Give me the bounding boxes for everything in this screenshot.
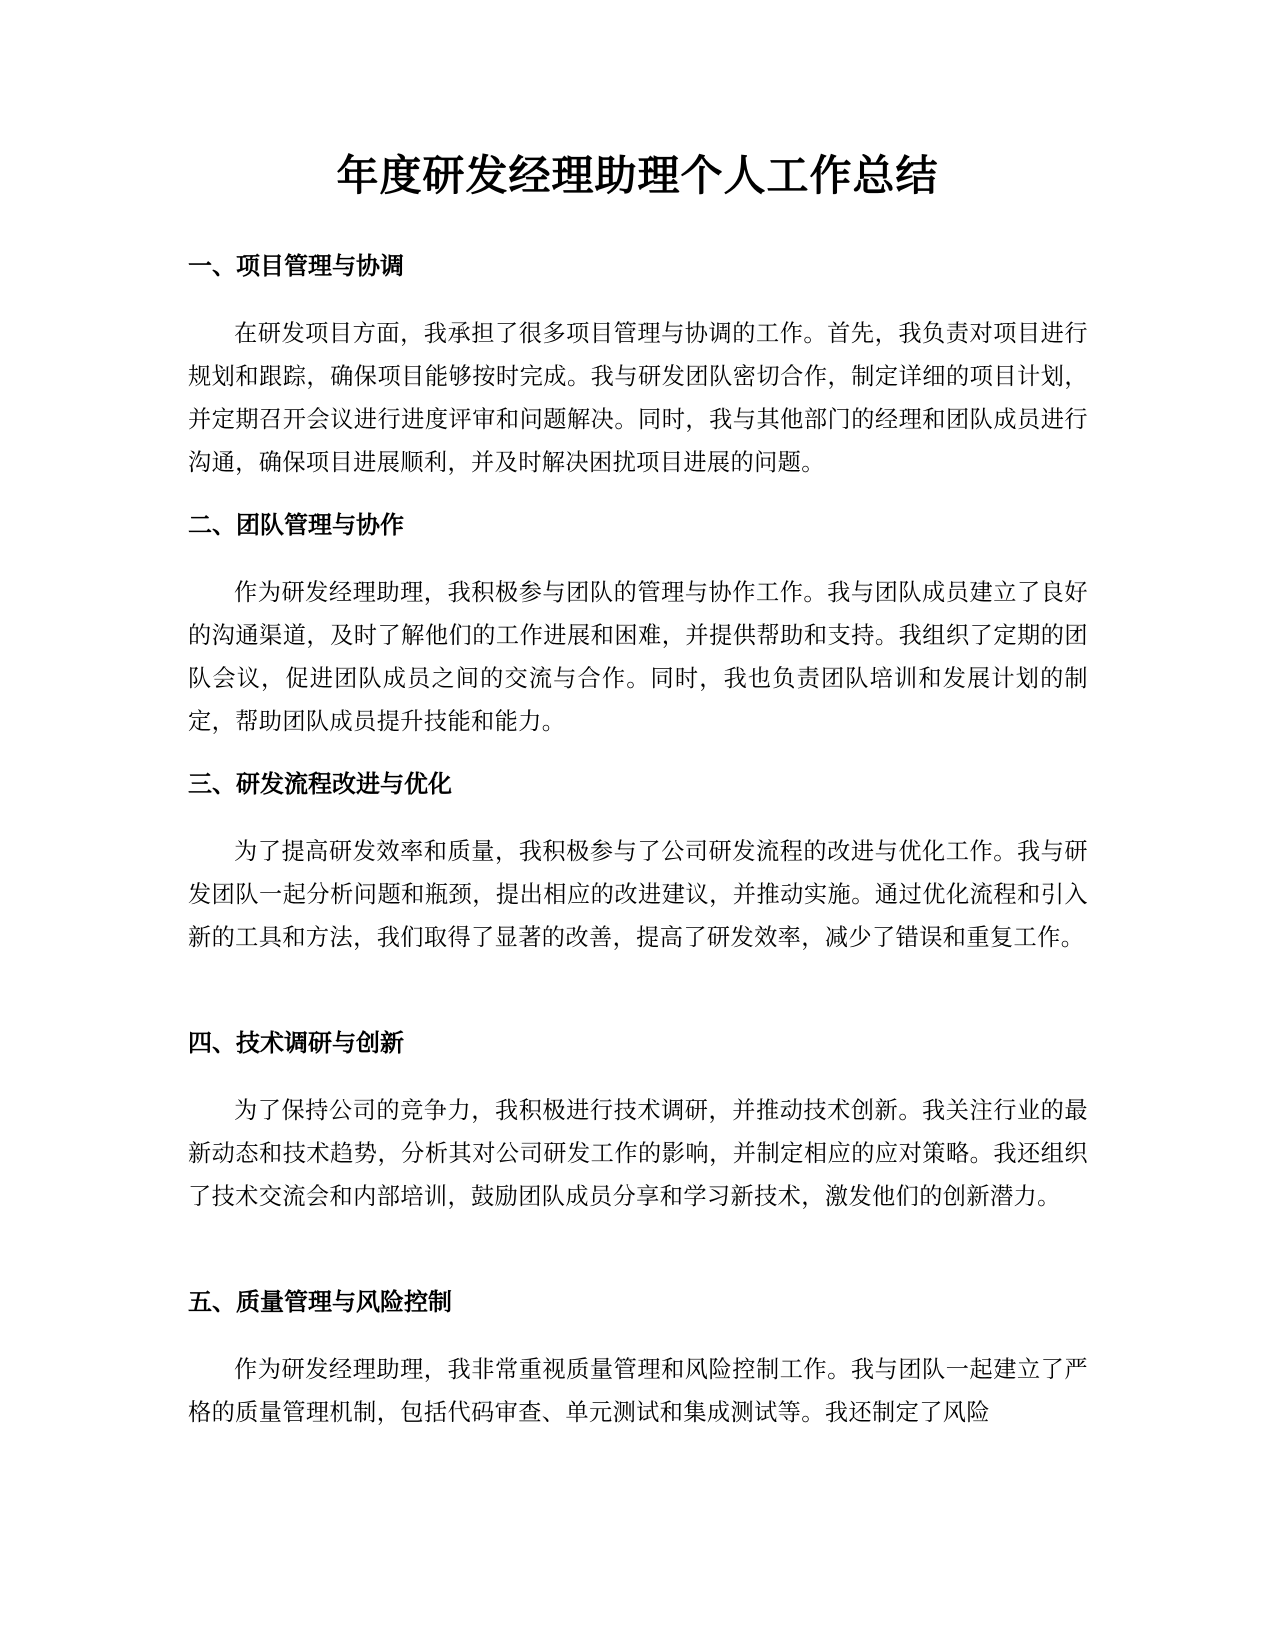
section-heading: 四、技术调研与创新 (188, 1029, 404, 1057)
section-paragraph: 作为研发经理助理，我积极参与团队的管理与协作工作。我与团队成员建立了良好的沟通渠道，及时了解他们的工作进展和困难，并提供帮助和支持。我组织了定期的团队会议，促进团队成员之间的交流与合作。同时，我也负责团队培训和发展计划的制定，帮助团队成员提升技能和能力。 (188, 579, 1088, 735)
section-heading: 一、项目管理与协调 (188, 252, 404, 280)
section-quality-risk (188, 1282, 1088, 1460)
section-team-management (188, 505, 1088, 743)
section-paragraph: 在研发项目方面，我承担了很多项目管理与协调的工作。首先，我负责对项目进行规划和跟踪，确保项目能够按时完成。我与研发团队密切合作，制定详细的项目计划，并定期召开会议进行进度评审和问题解决。同时，我与其他部门的经理和团队成员进行沟通，确保项目进展顺利，并及时解决困扰项目进展的问题。 (188, 320, 1088, 476)
section-heading: 二、团队管理与协作 (188, 511, 404, 539)
section-process-improvement (188, 764, 1088, 959)
section-heading: 三、研发流程改进与优化 (188, 770, 452, 798)
section-paragraph: 为了提高研发效率和质量，我积极参与了公司研发流程的改进与优化工作。我与研发团队一起分析问题和瓶颈，提出相应的改进建议，并推动实施。通过优化流程和引入新的工具和方法，我们取得了显著的改善，提高了研发效率，减少了错误和重复工作。 (188, 838, 1088, 951)
section-heading: 五、质量管理与风险控制 (188, 1288, 452, 1316)
section-tech-research (188, 1023, 1088, 1218)
section-paragraph: 作为研发经理助理，我非常重视质量管理和风险控制工作。我与团队一起建立了严格的质量管理机制，包括代码审查、单元测试和集成测试等。我还制定了风险 (188, 1356, 1088, 1426)
document-title: 年度研发经理助理个人工作总结 (336, 151, 939, 200)
section-paragraph: 为了保持公司的竞争力，我积极进行技术调研，并推动技术创新。我关注行业的最新动态和技术趋势，分析其对公司研发工作的影响，并制定相应的应对策略。我还组织了技术交流会和内部培训，鼓励团队成员分享和学习新技术，激发他们的创新潜力。 (188, 1097, 1088, 1210)
section-project-management (188, 246, 1088, 484)
